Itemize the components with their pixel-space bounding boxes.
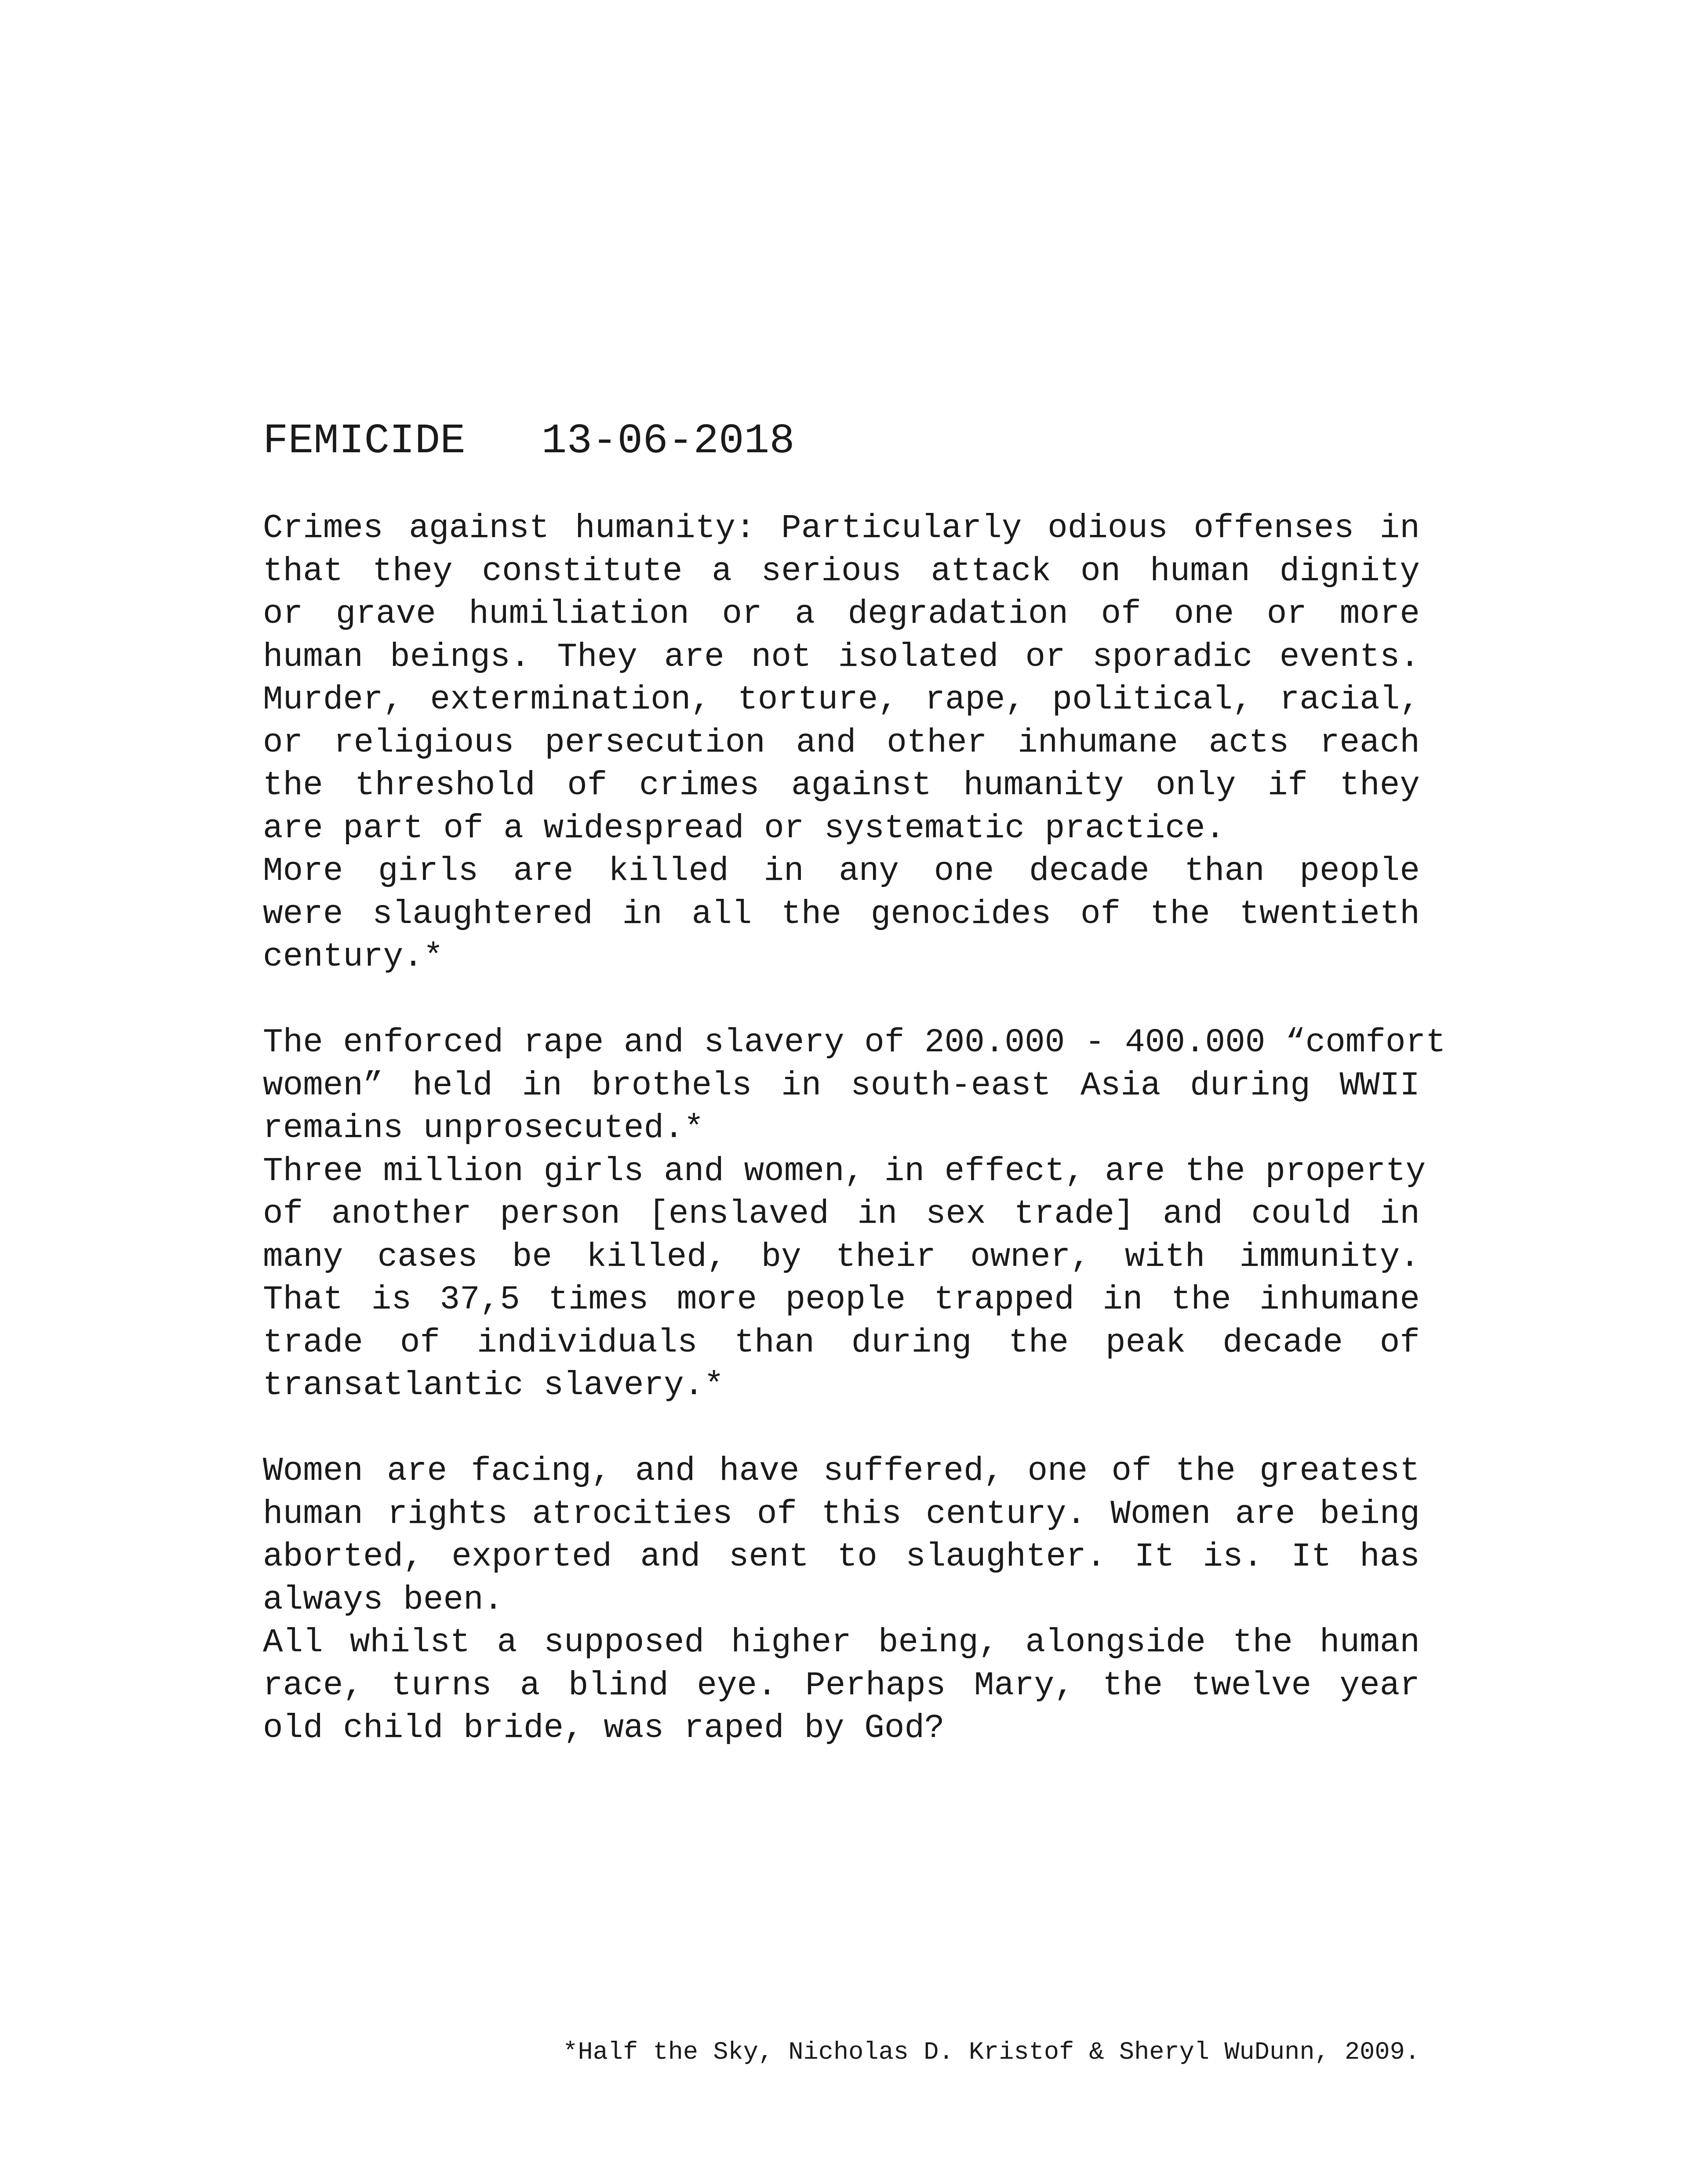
paragraph-line: always been. [263,1581,504,1619]
paragraph-line: human rights atrocities of this century. Women are being [263,1495,1420,1533]
paragraph-line: The enforced rape and slavery of 200.000 - 400.000 “comfort [263,1024,1446,1061]
paragraph-crimes-against-humanity [263,507,1420,979]
paragraph-line: old child bride, was raped by God? [263,1709,945,1747]
paragraph-line: trade of individuals than during the peak decade of [263,1323,1420,1362]
paragraph-comfort-women [263,1021,1446,1407]
paragraph-line: remains unprosecuted.* [263,1109,704,1147]
document-title: FEMICIDE 13-06-2018 [263,417,795,465]
paragraph-line: that they constitute a serious attack on human dignity [263,552,1420,590]
paragraph-line: Women are facing, and have suffered, one of the greatest [263,1452,1420,1490]
paragraph-line: women” held in brothels in south-east Asia during WWII [263,1066,1420,1105]
paragraph-line: human beings. They are not isolated or sporadic events. [263,638,1420,676]
paragraph-line: aborted, exported and sent to slaughter. It is. It has [263,1538,1420,1576]
paragraph-women-facing [263,1450,1420,1750]
paragraph-line: More girls are killed in any one decade than people [263,852,1420,890]
paragraph-line: race, turns a blind eye. Perhaps Mary, the twelve year [263,1666,1420,1704]
paragraph-line: of another person [enslaved in sex trade] and could in [263,1195,1420,1233]
paragraph-line: the threshold of crimes against humanity only if they [263,767,1420,804]
paragraph-line: or grave humiliation or a degradation of one or more [263,595,1420,633]
paragraph-line: or religious persecution and other inhumane acts reach [263,723,1420,762]
paragraph-line: century.* [263,938,444,976]
paragraph-line: Three million girls and women, in effect, are the property [263,1152,1426,1190]
paragraph-line: were slaughtered in all the genocides of the twentieth [263,895,1420,933]
paragraph-line: Murder, extermination, torture, rape, political, racial, [263,681,1420,719]
footnote-citation: *Half the Sky, Nicholas D. Kristof & Sheryl WuDunn, 2009. [563,2039,1420,2067]
paragraph-line: All whilst a supposed higher being, alongside the human [263,1624,1420,1661]
paragraph-line: That is 37,5 times more people trapped in the inhumane [263,1281,1420,1319]
paragraph-line: are part of a widespread or systematic practice. [263,809,1226,847]
paragraph-line: Crimes against humanity: Particularly odious offenses in [263,509,1420,547]
paragraph-line: transatlantic slavery.* [263,1366,724,1404]
paragraph-line: many cases be killed, by their owner, with immunity. [263,1238,1420,1276]
